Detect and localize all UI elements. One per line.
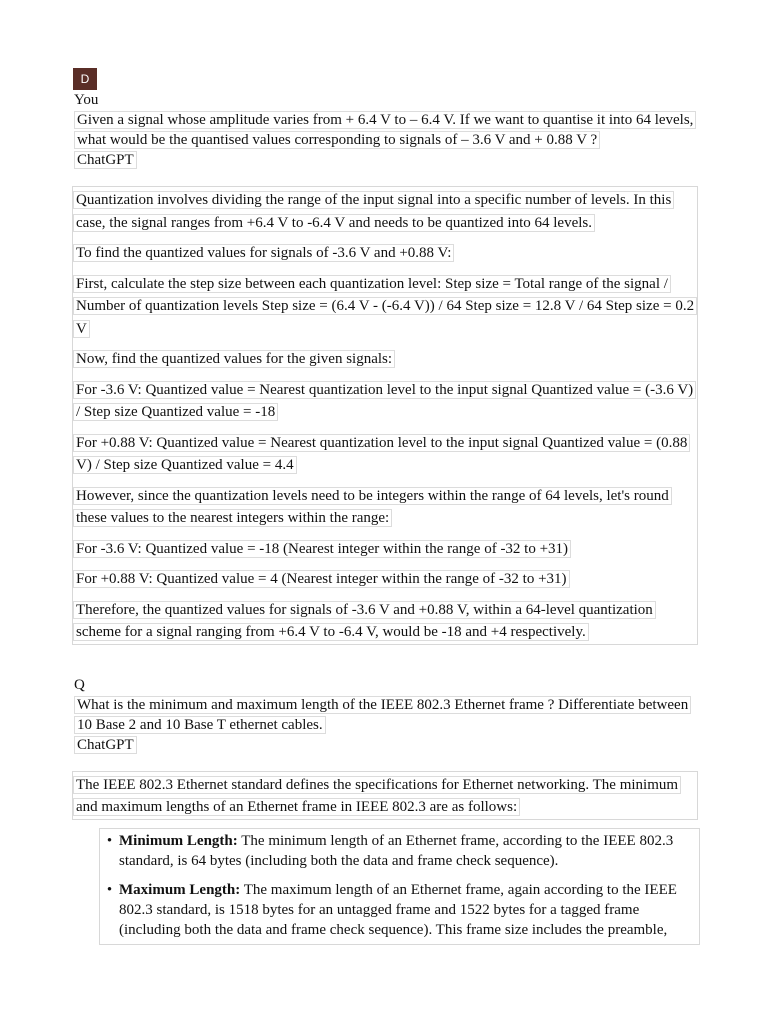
list-item: • Minimum Length: The minimum length of an Ethernet frame, according to the IEEE 802.3 standard, is 64 bytes (including both the data and frame check sequence). xyxy=(100,831,699,871)
answer-paragraph: Therefore, the quantized values for signals of -3.6 V and +0.88 V, within a 64-level quantization scheme for a signal ranging from +6.4 V to -6.4 V, would be -18 and +4 respectively. xyxy=(73,599,697,644)
bullet-icon: • xyxy=(106,832,113,849)
answer-paragraph: Quantization involves dividing the range of the input signal into a specific number of levels. In this case, the signal ranges from +6.4 V to -6.4 V and needs to be quantized into 64 levels. xyxy=(73,189,697,234)
answer-paragraph: For -3.6 V: Quantized value = Nearest quantization level to the input signal Quantized value = (-3.6 V) / Step size Quantized value = -18 xyxy=(73,379,697,424)
answer-paragraph: However, since the quantization levels need to be integers within the range of 64 levels, let's round these values to the nearest integers within the range: xyxy=(73,485,697,530)
user-question: Given a signal whose amplitude varies from + 6.4 V to – 6.4 V. If we want to quantise it into 64 levels, what would be the quantised values corresponding to signals of – 3.6 V and + 0.88 V ? xyxy=(74,110,698,150)
answer-paragraph: First, calculate the step size between each quantization level: Step size = Total range of the signal / Number of quantization levels Step size = (6.4 V - (-6.4 V)) / 64 Step size = 12.8 V / 64 Step size = 0.2 V xyxy=(73,273,697,341)
chat-transcript xyxy=(72,68,698,945)
bullet-list xyxy=(99,828,700,945)
list-item: • Maximum Length: The maximum length of an Ethernet frame, again according to the IEEE 802.3 standard, is 1518 bytes for an untagged frame and 1522 bytes for a tagged frame (including both the data and frame check sequence). This frame size includes the preamble, xyxy=(100,880,699,940)
answer-paragraph: For +0.88 V: Quantized value = 4 (Nearest integer within the range of -32 to +31) xyxy=(73,568,697,591)
spacer xyxy=(72,645,698,675)
answer-paragraph: Now, find the quantized values for the given signals: xyxy=(73,348,697,371)
assistant-label: ChatGPT xyxy=(74,150,698,170)
user-question: What is the minimum and maximum length of the IEEE 802.3 Ethernet frame ? Differentiate between 10 Base 2 and 10 Base T ethernet cables. xyxy=(74,695,698,735)
answer-paragraph: The IEEE 802.3 Ethernet standard defines the specifications for Ethernet networking. The minimum and maximum lengths of an Ethernet frame in IEEE 802.3 are as follows: xyxy=(73,774,697,819)
user-label: You xyxy=(74,92,99,108)
answer-paragraph: For -3.6 V: Quantized value = -18 (Nearest integer within the range of -32 to +31) xyxy=(73,538,697,561)
user-avatar: D xyxy=(73,68,97,90)
answer-paragraph: For +0.88 V: Quantized value = Nearest quantization level to the input signal Quantized value = (0.88 V) / Step size Quantized value = 4.4 xyxy=(73,432,697,477)
assistant-label: ChatGPT xyxy=(74,735,698,755)
assistant-answer xyxy=(72,771,698,820)
bullet-icon: • xyxy=(106,881,113,898)
assistant-answer xyxy=(72,186,698,645)
answer-paragraph: To find the quantized values for signals of -3.6 V and +0.88 V: xyxy=(73,242,697,265)
user-label: Q xyxy=(74,676,85,693)
